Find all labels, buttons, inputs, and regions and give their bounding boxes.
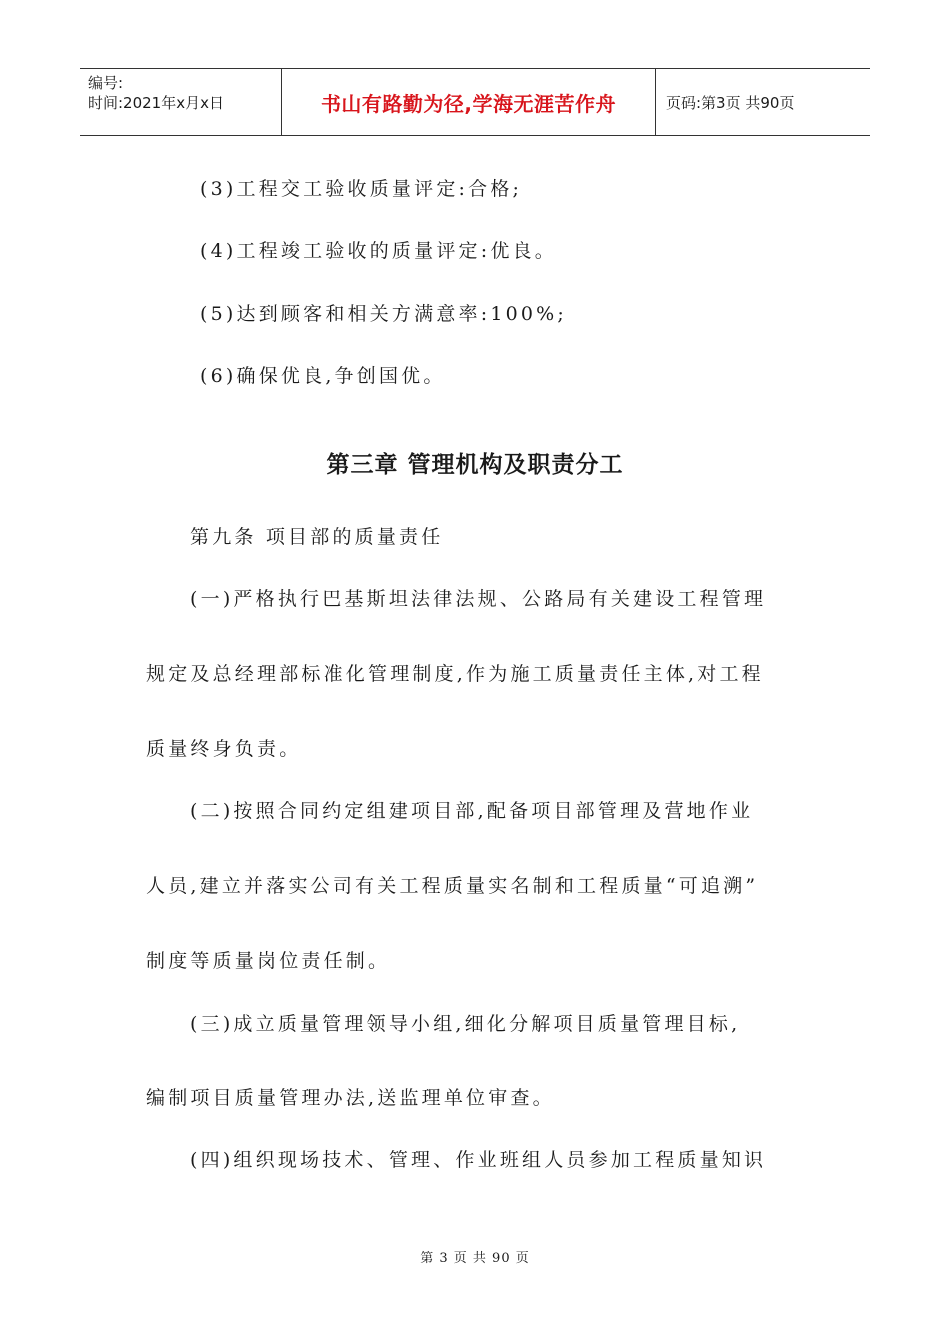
page-footer: 第 3 页 共 90 页	[420, 1251, 530, 1266]
paragraph-line: 编制项目质量管理办法,送监理单位审查。	[146, 1087, 555, 1109]
paragraph-line: (一)严格执行巴基斯坦法律法规、公路局有关建设工程管理	[190, 588, 767, 610]
paragraph-line: 规定及总经理部标准化管理制度,作为施工质量责任主体,对工程	[146, 663, 764, 685]
number-label: 编号:	[88, 74, 124, 92]
header-page-info: 页码:第3页 共90页	[666, 93, 795, 112]
article-title: 第九条 项目部的质量责任	[190, 526, 444, 548]
paragraph-line: (四)组织现场技术、管理、作业班组人员参加工程质量知识	[190, 1149, 767, 1171]
list-item: (6)确保优良,争创国优。	[200, 365, 446, 387]
list-item: (5)达到顾客和相关方满意率:100%;	[200, 303, 568, 325]
paragraph-line: (二)按照合同约定组建项目部,配备项目部管理及营地作业	[190, 800, 754, 822]
list-item: (4)工程竣工验收的质量评定:优良。	[200, 240, 557, 262]
paragraph-line: 质量终身负责。	[146, 738, 302, 760]
paragraph-line: 制度等质量岗位责任制。	[146, 950, 391, 972]
header-motto: 书山有路勤为径,学海无涯苦作舟	[282, 69, 656, 135]
chapter-title: 第三章 管理机构及职责分工	[326, 452, 624, 478]
paragraph-line: 人员,建立并落实公司有关工程质量实名制和工程质量“可追溯”	[146, 875, 759, 897]
header-meta	[80, 69, 282, 135]
date-label: 时间:2021年x月x日	[88, 94, 224, 112]
list-item: (3)工程交工验收质量评定:合格;	[200, 178, 523, 200]
page-header	[80, 68, 870, 136]
paragraph-line: (三)成立质量管理领导小组,细化分解项目质量管理目标,	[190, 1013, 741, 1035]
